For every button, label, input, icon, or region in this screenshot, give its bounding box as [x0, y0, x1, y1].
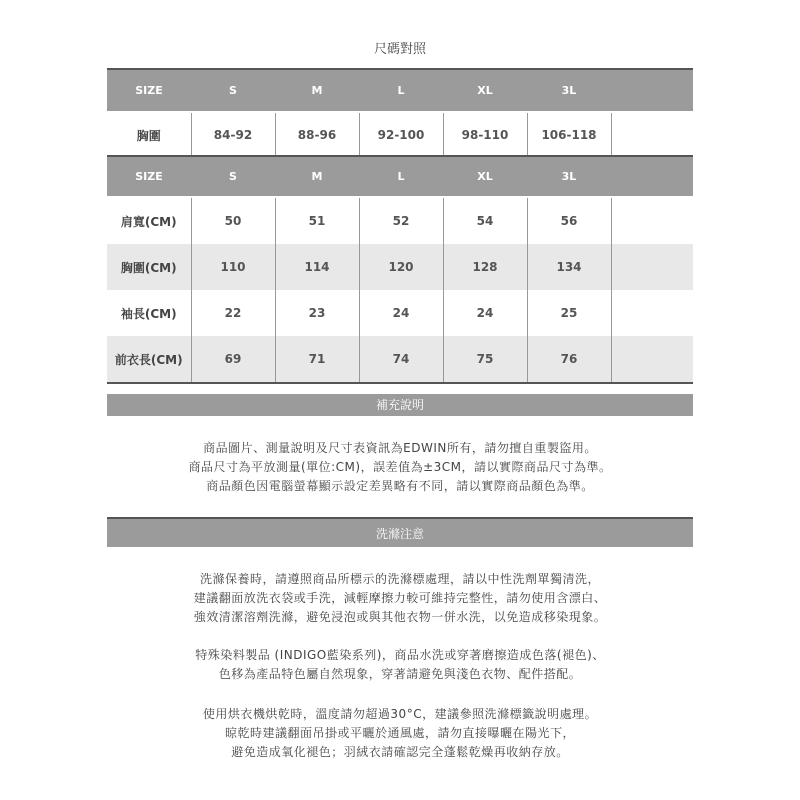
table-cell: 76 [527, 336, 611, 383]
header-cell: S [191, 69, 275, 112]
text-line: 洗滌保養時，請遵照商品所標示的洗滌標處理，請以中性洗劑單獨清洗， [199, 572, 600, 586]
table-header-row [107, 156, 693, 197]
table-cell: 134 [527, 244, 611, 290]
supplement-heading-bar [107, 394, 693, 416]
table-cell: 106-118 [527, 112, 611, 158]
table-cell: 128 [443, 244, 527, 290]
table-cell: 22 [191, 290, 275, 336]
header-cell: 3L [527, 156, 611, 197]
row-label: 前衣長(CM) [107, 336, 191, 383]
header-cell: M [275, 156, 359, 197]
washing-heading-bar [107, 517, 693, 547]
table-cell: 98-110 [443, 112, 527, 158]
text-line: 商品圖片、測量說明及尺寸表資訊為EDWIN所有，請勿擅自重製盜用。 [203, 441, 597, 455]
text-line: 使用烘衣機烘乾時，溫度請勿超過30°C，建議參照洗滌標籤說明處理。 [202, 707, 598, 721]
table-row [107, 290, 693, 336]
table-cell: 24 [443, 290, 527, 336]
table-cell: 92-100 [359, 112, 443, 158]
size-table-chest [107, 68, 693, 159]
header-cell: M [275, 69, 359, 112]
header-cell: XL [443, 69, 527, 112]
table-cell: 56 [527, 197, 611, 244]
table-row [107, 336, 693, 383]
table-cell: 51 [275, 197, 359, 244]
table-cell: 75 [443, 336, 527, 383]
table-header-row [107, 69, 693, 112]
header-cell: L [359, 69, 443, 112]
table-cell: 88-96 [275, 112, 359, 158]
header-cell: SIZE [107, 156, 191, 197]
washing-paragraph-1 [0, 570, 800, 627]
text-line: 建議翻面放洗衣袋或手洗，減輕摩擦力較可維持完整性，請勿使用含漂白、 [193, 591, 607, 605]
washing-heading: 洗滌注意 [375, 527, 424, 541]
text-line: 避免造成氧化褪色；羽絨衣請確認完全蓬鬆乾燥再收納存放。 [231, 745, 569, 759]
row-label: 胸圍 [107, 112, 191, 158]
table-cell: 84-92 [191, 112, 275, 158]
washing-paragraph-3 [0, 705, 800, 762]
text-line: 商品尺寸為平放測量(單位:CM)，誤差值為±3CM，請以實際商品尺寸為準。 [188, 460, 612, 474]
header-cell: SIZE [107, 69, 191, 112]
table-cell: 110 [191, 244, 275, 290]
text-line: 色移為產品特色屬自然現象，穿著請避免與淺色衣物、配件搭配。 [218, 667, 582, 681]
row-label: 袖長(CM) [107, 290, 191, 336]
supplement-text [0, 439, 800, 496]
table-cell: 23 [275, 290, 359, 336]
row-label: 胸圍(CM) [107, 244, 191, 290]
table-cell: 71 [275, 336, 359, 383]
table-cell-empty [611, 290, 693, 336]
size-table-measurements [107, 155, 693, 384]
header-cell-empty [611, 69, 693, 112]
text-line: 晾乾時建議翻面吊掛或平曬於通風處，請勿直接曝曬在陽光下， [224, 726, 575, 740]
row-label: 肩寬(CM) [107, 197, 191, 244]
header-cell: S [191, 156, 275, 197]
washing-paragraph-2 [0, 646, 800, 684]
header-cell-empty [611, 156, 693, 197]
table-cell: 114 [275, 244, 359, 290]
page-title: 尺碼對照 [373, 42, 426, 57]
table-row [107, 244, 693, 290]
table-cell: 120 [359, 244, 443, 290]
table-cell: 25 [527, 290, 611, 336]
table-cell: 24 [359, 290, 443, 336]
header-cell: XL [443, 156, 527, 197]
header-cell: L [359, 156, 443, 197]
table-cell: 54 [443, 197, 527, 244]
text-line: 強效清潔溶劑洗滌，避免浸泡或與其他衣物一併水洗，以免造成移染現象。 [193, 610, 607, 624]
table-cell-empty [611, 336, 693, 383]
table-cell: 74 [359, 336, 443, 383]
text-line: 特殊染料製品 (INDIGO藍染系列)，商品水洗或穿著磨擦造成色落(褪色)、 [195, 648, 605, 662]
table-cell-empty [611, 244, 693, 290]
table-row [107, 197, 693, 244]
table-cell-empty [611, 197, 693, 244]
header-cell: 3L [527, 69, 611, 112]
table-row [107, 112, 693, 158]
table-cell-empty [611, 112, 693, 158]
supplement-heading: 補充說明 [375, 398, 424, 412]
table-cell: 69 [191, 336, 275, 383]
table-cell: 52 [359, 197, 443, 244]
table-cell: 50 [191, 197, 275, 244]
text-line: 商品顏色因電腦螢幕顯示設定差異略有不同，請以實際商品顏色為準。 [206, 479, 594, 493]
